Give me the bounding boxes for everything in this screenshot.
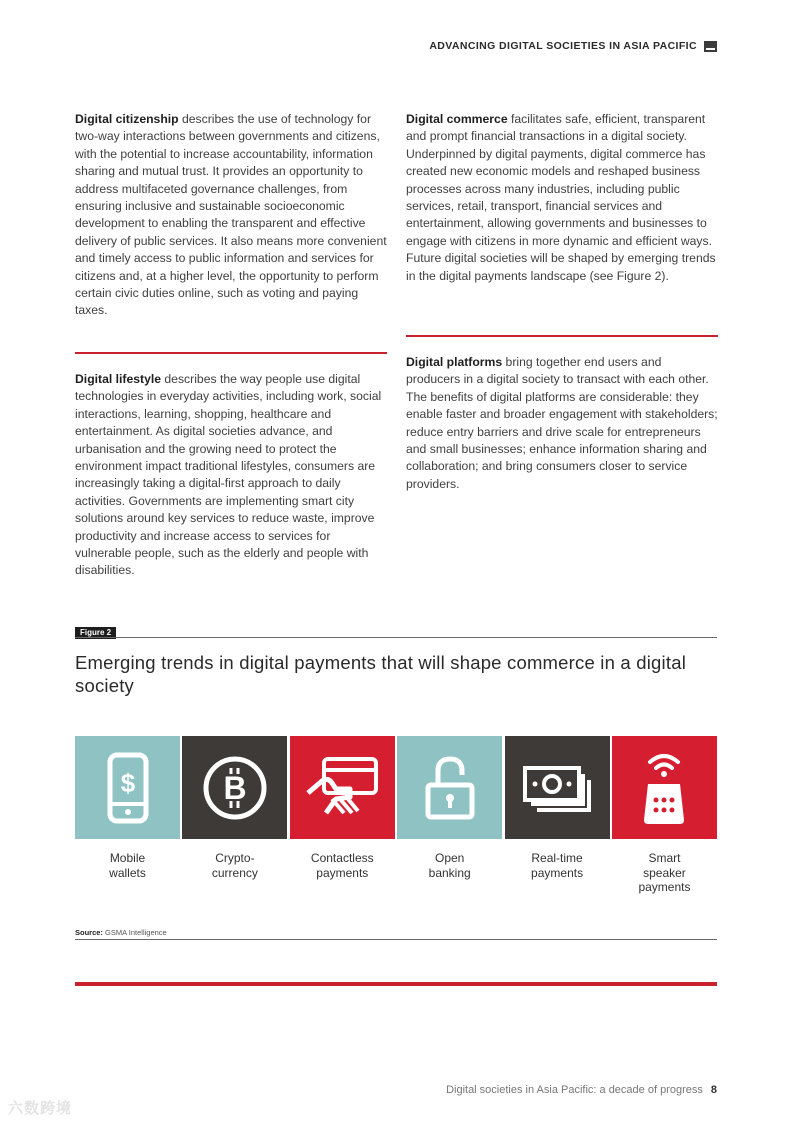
source-label: Source: bbox=[75, 928, 103, 937]
section-digital-lifestyle bbox=[75, 371, 387, 580]
tile-mobile-wallets-box bbox=[75, 736, 180, 839]
tile-smart-speaker-payments bbox=[612, 736, 717, 895]
tile-label bbox=[505, 851, 610, 880]
banknotes-icon bbox=[521, 758, 593, 818]
mobile-wallet-icon bbox=[98, 752, 158, 824]
section-digital-commerce bbox=[406, 111, 718, 285]
section-divider bbox=[75, 352, 387, 354]
tile-smart-speaker-payments-label: Smart speaker payments bbox=[638, 851, 691, 894]
text-digital-citizenship: describes the use of technology for two-way interactions between governments and citizens, with the potential to increase accountability, information sharing and mutual trust. It provides an opportunity to address multifaceted governance challenges, from ensuring inclusive and sustainable socioeconomic development to enabling the transparent and effective delivery of public services. It also means more convenient and timely access to public information and services for citizens and, at a higher level, the opportunity to perform certain civic duties online, such as voting and paying taxes. bbox=[75, 112, 387, 318]
tile-open-banking-box bbox=[397, 736, 502, 839]
tile-label bbox=[612, 851, 717, 895]
payment-trends-tiles bbox=[75, 736, 717, 895]
tile-contactless-payments-label: Contactless payments bbox=[310, 851, 374, 880]
report-logo-icon bbox=[704, 41, 717, 52]
source-text: GSMA Intelligence bbox=[102, 928, 167, 937]
tile-open-banking-label: Open banking bbox=[428, 851, 471, 880]
term-digital-citizenship: Digital citizenship bbox=[75, 112, 179, 126]
tile-contactless-payments bbox=[290, 736, 395, 895]
tile-mobile-wallets bbox=[75, 736, 180, 895]
section-digital-citizenship bbox=[75, 111, 387, 320]
watermark: 六数跨境 bbox=[8, 1100, 73, 1117]
tile-real-time-payments-label: Real-time payments bbox=[531, 851, 584, 880]
svg-text:$: $ bbox=[120, 767, 135, 798]
tile-cryptocurrency-label: Crypto- currency bbox=[211, 851, 258, 880]
open-padlock-icon bbox=[420, 753, 480, 823]
contactless-card-icon bbox=[302, 753, 382, 823]
source-rule bbox=[75, 939, 717, 940]
page-number: 8 bbox=[710, 1084, 717, 1096]
figure-end-rule bbox=[75, 982, 717, 986]
footer-text: Digital societies in Asia Pacific: a decade of progress bbox=[446, 1084, 703, 1096]
tile-contactless-payments-box bbox=[290, 736, 395, 839]
text-digital-lifestyle: describes the way people use digital technologies in everyday activities, including work, social interactions, learning, shopping, healthcare and entertainment. As digital societies advance, and urbanisation and the growing need to protect the environment impact traditional lifestyles, consumers are increasingly taking a digital-first approach to daily activities. Governments are implementing smart city solutions around key services to reduce waste, improve productivity and increase access to services for vulnerable people, such as the elderly and people with disabilities. bbox=[75, 372, 382, 578]
svg-text:B: B bbox=[223, 769, 247, 806]
tile-real-time-payments bbox=[505, 736, 610, 895]
term-digital-platforms: Digital platforms bbox=[406, 355, 503, 369]
tile-real-time-payments-box bbox=[505, 736, 610, 839]
page-header bbox=[429, 40, 717, 52]
smart-speaker-icon bbox=[634, 748, 694, 828]
page-footer bbox=[446, 1084, 717, 1096]
tile-cryptocurrency-box bbox=[182, 736, 287, 839]
text-digital-commerce: facilitates safe, efficient, transparent and prompt financial transactions in a digital society. Underpinned by digital payments, digital commerce has created new economic models and reshaped business processes across many industries, including public services, retail, transport, financial services and entertainment, allowing governments and businesses to engage with citizens in more dynamic and efficient ways. Future digital societies will be shaped by emerging trends in the digital payments landscape (see Figure 2). bbox=[406, 112, 716, 283]
tile-label bbox=[75, 851, 180, 880]
section-divider bbox=[406, 335, 718, 337]
tile-label bbox=[290, 851, 395, 880]
figure-rule bbox=[75, 637, 717, 638]
figure-source bbox=[75, 928, 167, 937]
text-digital-platforms: bring together end users and producers in a digital society to transact with each other. The benefits of digital platforms are considerable: they enable faster and broader engagement with stakeholders; reduce entry barriers and drive scale for entrepreneurs and small businesses; enhance information sharing and collaboration; and bring consumers closer to service providers. bbox=[406, 355, 718, 491]
tile-smart-speaker-payments-box bbox=[612, 736, 717, 839]
figure-tag: Figure 2 bbox=[75, 627, 116, 639]
tile-open-banking bbox=[397, 736, 502, 895]
tile-mobile-wallets-label: Mobile wallets bbox=[109, 851, 146, 880]
tile-label bbox=[397, 851, 502, 880]
bitcoin-icon bbox=[201, 754, 269, 822]
tile-cryptocurrency bbox=[182, 736, 287, 895]
header-title: ADVANCING DIGITAL SOCIETIES IN ASIA PACIFIC bbox=[429, 40, 697, 52]
term-digital-commerce: Digital commerce bbox=[406, 112, 508, 126]
tile-label bbox=[182, 851, 287, 880]
term-digital-lifestyle: Digital lifestyle bbox=[75, 372, 162, 386]
figure-title: Emerging trends in digital payments that will shape commerce in a digital society bbox=[75, 652, 686, 696]
section-digital-platforms bbox=[406, 354, 718, 493]
